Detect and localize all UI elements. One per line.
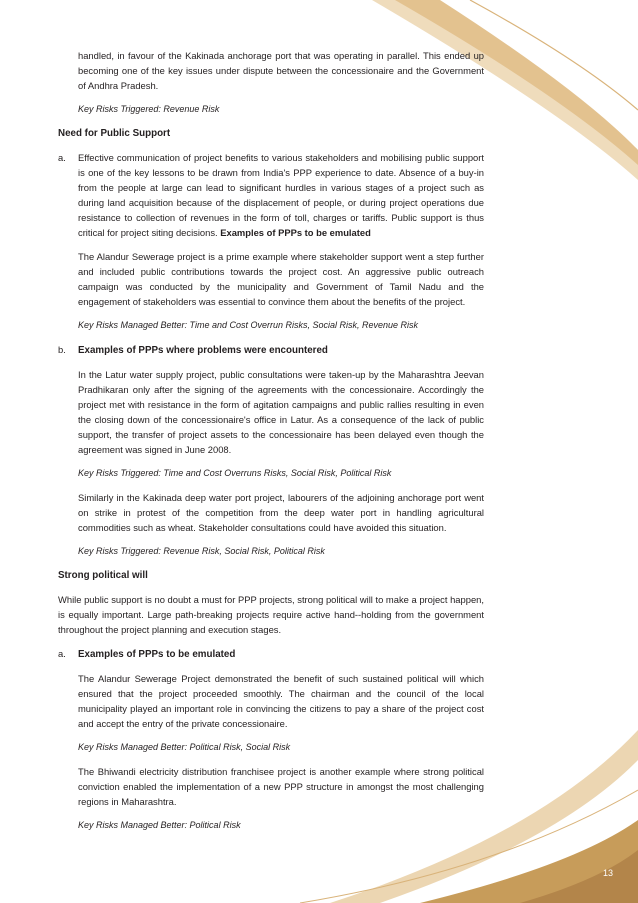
subsection-heading: Examples of PPPs to be emulated: [78, 649, 236, 660]
list-marker: a.: [58, 648, 66, 659]
inline-bold-heading: Examples of PPPs to be emulated: [220, 227, 371, 238]
page-body: [58, 48, 484, 842]
list-item: [58, 646, 484, 662]
section-heading: Need for Public Support: [58, 128, 171, 139]
example-paragraph: The Alandur Sewerage project is a prime example where stakeholder support went a step further and included public contributions towards the project cost. An aggressive public outreach campaign was conducted by the municipality and Government of Tamil Nadu and the engagement of stakeholders was essential to convince them about the benefits of the project.: [78, 251, 484, 307]
risk-note: Key Risks Managed Better: Political Risk: [78, 820, 241, 830]
list-marker: a.: [58, 152, 66, 163]
risk-note: Key Risks Triggered: Time and Cost Overruns Risks, Social Risk, Political Risk: [78, 468, 392, 478]
example-paragraph: Similarly in the Kakinada deep water port project, labourers of the adjoining anchorage port went on strike in protest of the competition from the deep water port in handling agricultural commodities such as wheat. Stakeholder consultations could have avoided this situation.: [78, 492, 484, 533]
list-item: [58, 150, 484, 240]
risk-note: Key Risks Managed Better: Political Risk, Social Risk: [78, 742, 291, 752]
risk-note: Key Risks Triggered: Revenue Risk, Social Risk, Political Risk: [78, 546, 325, 556]
section-heading: Strong political will: [58, 570, 148, 581]
example-paragraph: The Bhiwandi electricity distribution franchisee project is another example where strong political conviction enabled the implementation of a new PPP structure in amongst the most challenging regions in Maharashtra.: [78, 766, 484, 807]
subsection-heading: Examples of PPPs where problems were encountered: [78, 345, 328, 356]
page-number: 13: [603, 868, 614, 878]
example-paragraph: In the Latur water supply project, public consultations were taken-up by the Maharashtra Jeevan Pradhikaran only after the signing of the agreements with the concessionaire. Accordingly the project met with resistance in the form of agitation campaigns and public rallies resulting in even the closing down of the concessionaire's office in Latur. As a consequence of the lack of public support, the transfer of project assets to the concessionaire has been delayed even though the agreement was signed in June 2008.: [78, 369, 484, 455]
risk-note: Key Risks Triggered: Revenue Risk: [78, 104, 220, 114]
intro-paragraph: handled, in favour of the Kakinada anchorage port that was operating in parallel. This ended up becoming one of the key issues under dispute between the concessionaire and the Government of Andhra Pradesh.: [78, 50, 484, 91]
list-item-text: Effective communication of project benefits to various stakeholders and mobilising public support is one of the key lessons to be drawn from India's PPP experience to date. Absence of a buy-in from the people at large can lead to significant hurdles in various stages of a project such as during land acquisition because of the displacement of people, or during project operations due resistance to collection of revenues in the form of toll, charges or tariffs. Public support is thus critical for project siting decisions.: [78, 152, 484, 238]
section-intro-paragraph: While public support is no doubt a must for PPP projects, strong political will to make a project happen, is equally important. Large path-breaking projects require active hand--holding from the government throughout the project planning and execution stages.: [58, 594, 484, 635]
list-item: [58, 342, 484, 358]
list-marker: b.: [58, 344, 66, 355]
example-paragraph: The Alandur Sewerage Project demonstrated the benefit of such sustained political will which ensured that the project proceeded smoothly. The chairman and the council of the local municipality played an important role in convincing the citizens to pay a share of the project cost and accept the entry of the private concessionaire.: [78, 673, 484, 729]
risk-note: Key Risks Managed Better: Time and Cost Overrun Risks, Social Risk, Revenue Risk: [78, 320, 419, 330]
